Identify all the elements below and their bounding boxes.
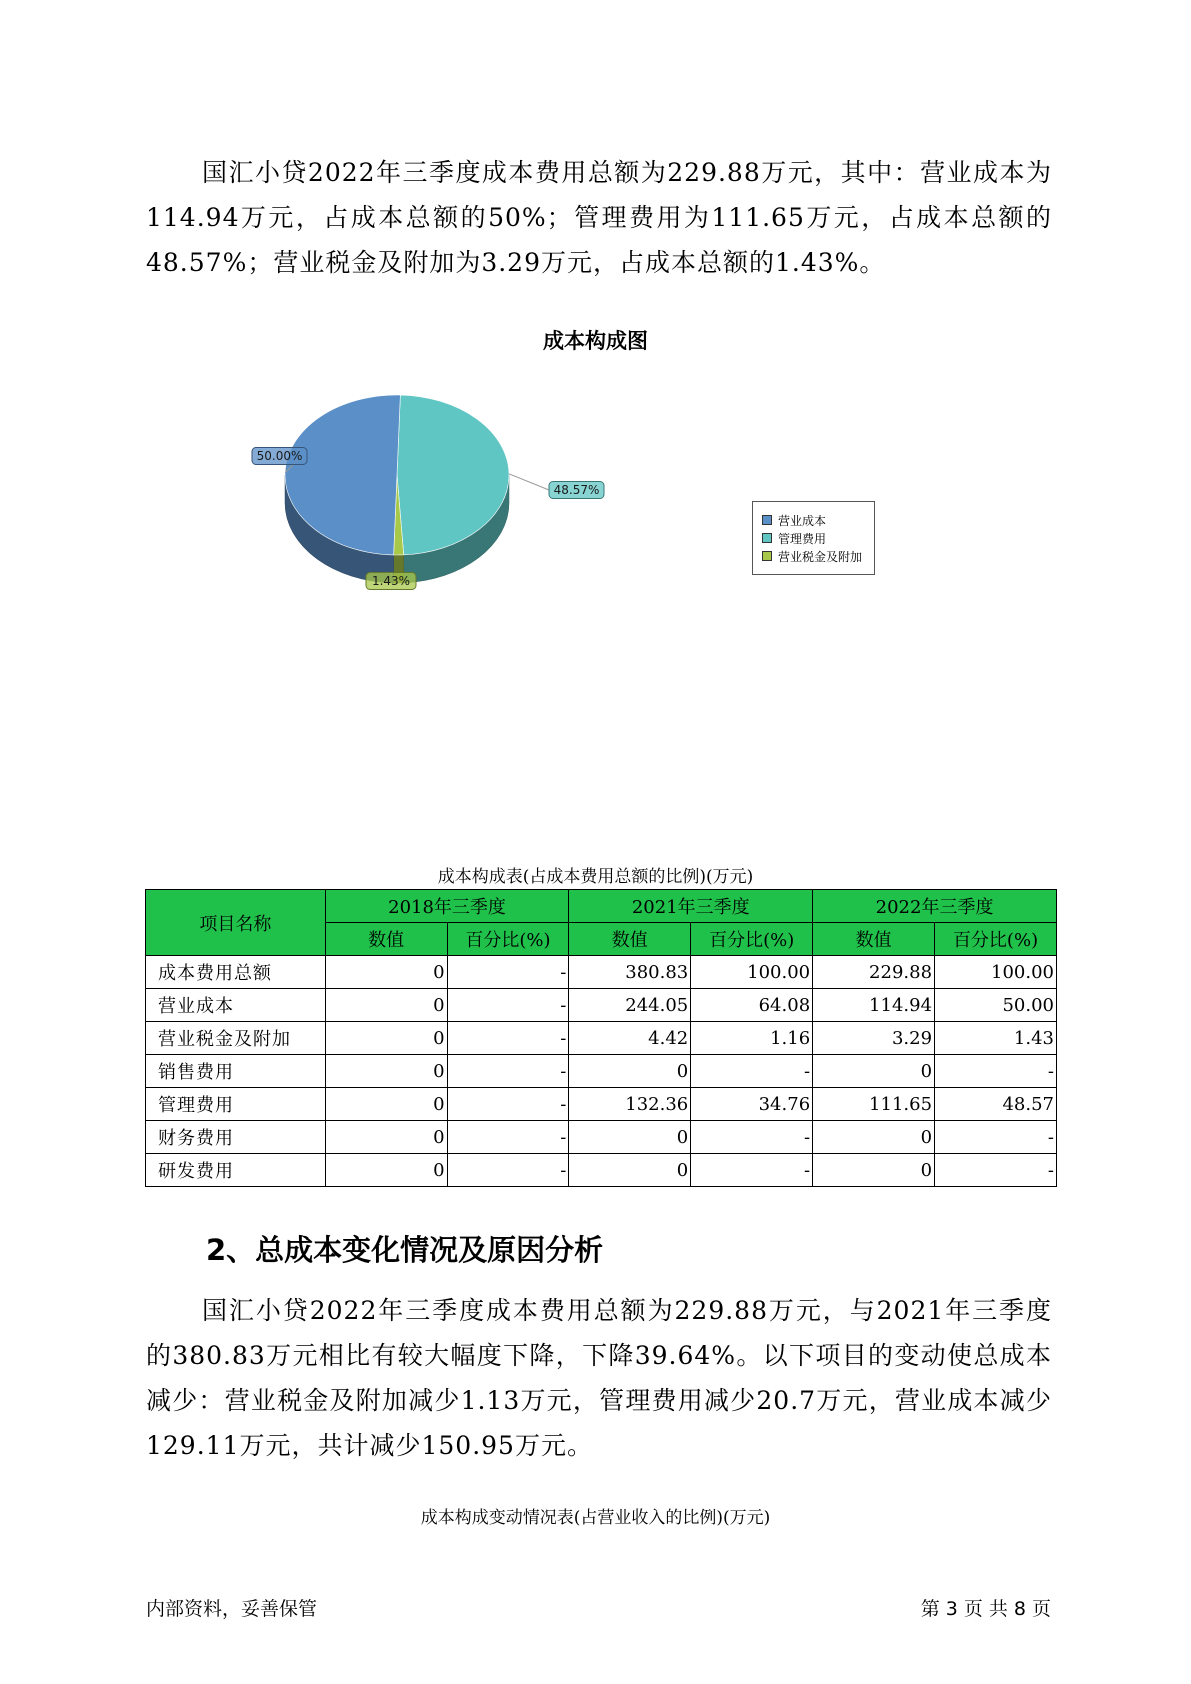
footer-confidential: 内部资料，妥善保管 — [146, 1598, 318, 1620]
cell-value: 0 — [569, 1154, 691, 1187]
cell-value: 229.88 — [813, 956, 935, 989]
cell-value: 132.36 — [569, 1088, 691, 1121]
cell-percent: - — [691, 1055, 813, 1088]
page-prefix: 第 — [920, 1598, 940, 1620]
cell-percent: 50.00 — [935, 989, 1057, 1022]
legend-label: 营业成本 — [778, 513, 827, 528]
cell-value: 0 — [813, 1154, 935, 1187]
data-label-leader — [509, 474, 549, 490]
header-value: 数值 — [569, 923, 691, 956]
data-label: 50.00% — [256, 449, 303, 463]
cell-value: 0 — [325, 1022, 447, 1055]
page-suffix: 页 — [1031, 1598, 1051, 1620]
cell-percent: - — [691, 1121, 813, 1154]
header-percent: 百分比(%) — [447, 923, 569, 956]
header-value: 数值 — [813, 923, 935, 956]
cell-value: 0 — [325, 1121, 447, 1154]
cell-value: 0 — [325, 1088, 447, 1121]
cell-percent: - — [935, 1154, 1057, 1187]
header-percent: 百分比(%) — [935, 923, 1057, 956]
cost-structure-table — [145, 889, 1057, 1187]
cell-value: 0 — [325, 1055, 447, 1088]
cell-value: 0 — [569, 1055, 691, 1088]
row-name: 营业成本 — [146, 989, 326, 1022]
legend-swatch — [762, 551, 772, 561]
cell-percent: - — [447, 1055, 569, 1088]
cell-value: 0 — [813, 1121, 935, 1154]
cell-percent: 48.57 — [935, 1088, 1057, 1121]
header-period: 2022年三季度 — [813, 890, 1057, 923]
table-row — [146, 989, 1057, 1022]
legend-swatch — [762, 515, 772, 525]
page-total: 8 — [1013, 1598, 1026, 1620]
cell-value: 0 — [325, 956, 447, 989]
row-name: 成本费用总额 — [146, 956, 326, 989]
cell-value: 114.94 — [813, 989, 935, 1022]
table-row — [146, 1154, 1057, 1187]
page-mid: 页 共 — [963, 1598, 1008, 1620]
paragraph-cost-change: 国汇小贷2022年三季度成本费用总额为229.88万元，与2021年三季度的380.83万元相比有较大幅度下降，下降39.64%。以下项目的变动使总成本减少：营业税金及附加减少1.13万元，管理费用减少20.7万元，营业成本减少129.11万元，共计减少150.95万元。 — [146, 1296, 1052, 1460]
legend-item — [762, 511, 874, 529]
cell-percent: - — [691, 1154, 813, 1187]
cell-percent: - — [447, 1121, 569, 1154]
legend-label: 营业税金及附加 — [778, 549, 863, 564]
legend-item — [762, 547, 874, 565]
paragraph-cost-summary: 国汇小贷2022年三季度成本费用总额为229.88万元，其中：营业成本为114.94万元，占成本总额的50%；管理费用为111.65万元，占成本总额的48.57%；营业税金及附加为3.29万元，占成本总额的1.43%。 — [146, 158, 1052, 277]
header-item-name: 项目名称 — [146, 890, 326, 956]
cell-value: 3.29 — [813, 1022, 935, 1055]
header-period: 2018年三季度 — [325, 890, 569, 923]
legend-item — [762, 529, 874, 547]
cell-percent: 100.00 — [935, 956, 1057, 989]
cell-value: 244.05 — [569, 989, 691, 1022]
cell-percent: - — [447, 989, 569, 1022]
footer-page-number — [918, 1594, 1054, 1621]
table-caption: 成本构成变动情况表(占营业收入的比例)(万元) — [420, 1508, 771, 1528]
cell-percent: - — [935, 1055, 1057, 1088]
cell-value: 0 — [325, 989, 447, 1022]
row-name: 销售费用 — [146, 1055, 326, 1088]
row-name: 研发费用 — [146, 1154, 326, 1187]
cell-value: 0 — [569, 1121, 691, 1154]
cell-percent: 64.08 — [691, 989, 813, 1022]
cell-percent: 34.76 — [691, 1088, 813, 1121]
cell-value: 0 — [813, 1055, 935, 1088]
cell-value: 0 — [325, 1154, 447, 1187]
legend-label: 管理费用 — [778, 531, 827, 546]
cell-value: 111.65 — [813, 1088, 935, 1121]
table-row — [146, 1022, 1057, 1055]
legend-swatch — [762, 533, 772, 543]
page-current: 3 — [945, 1598, 958, 1620]
header-value: 数值 — [325, 923, 447, 956]
cell-value: 380.83 — [569, 956, 691, 989]
table-row — [146, 1055, 1057, 1088]
row-name: 财务费用 — [146, 1121, 326, 1154]
chart-title: 成本构成图 — [543, 329, 648, 353]
header-period: 2021年三季度 — [569, 890, 813, 923]
cell-percent: - — [447, 1022, 569, 1055]
table-row — [146, 1088, 1057, 1121]
row-name: 管理费用 — [146, 1088, 326, 1121]
cell-percent: - — [935, 1121, 1057, 1154]
cell-percent: - — [447, 1154, 569, 1187]
table-caption: 成本构成表(占成本费用总额的比例)(万元) — [437, 867, 754, 887]
table-row — [146, 956, 1057, 989]
data-label: 48.57% — [553, 483, 600, 497]
section-heading: 2、总成本变化情况及原因分析 — [206, 1233, 604, 1267]
cell-percent: 100.00 — [691, 956, 813, 989]
data-label: 1.43% — [371, 574, 411, 588]
cell-value: 4.42 — [569, 1022, 691, 1055]
table-row — [146, 1121, 1057, 1154]
cell-percent: 1.16 — [691, 1022, 813, 1055]
header-percent: 百分比(%) — [691, 923, 813, 956]
cell-percent: 1.43 — [935, 1022, 1057, 1055]
cell-percent: - — [447, 956, 569, 989]
row-name: 营业税金及附加 — [146, 1022, 326, 1055]
chart-legend — [752, 501, 875, 575]
cell-percent: - — [447, 1088, 569, 1121]
